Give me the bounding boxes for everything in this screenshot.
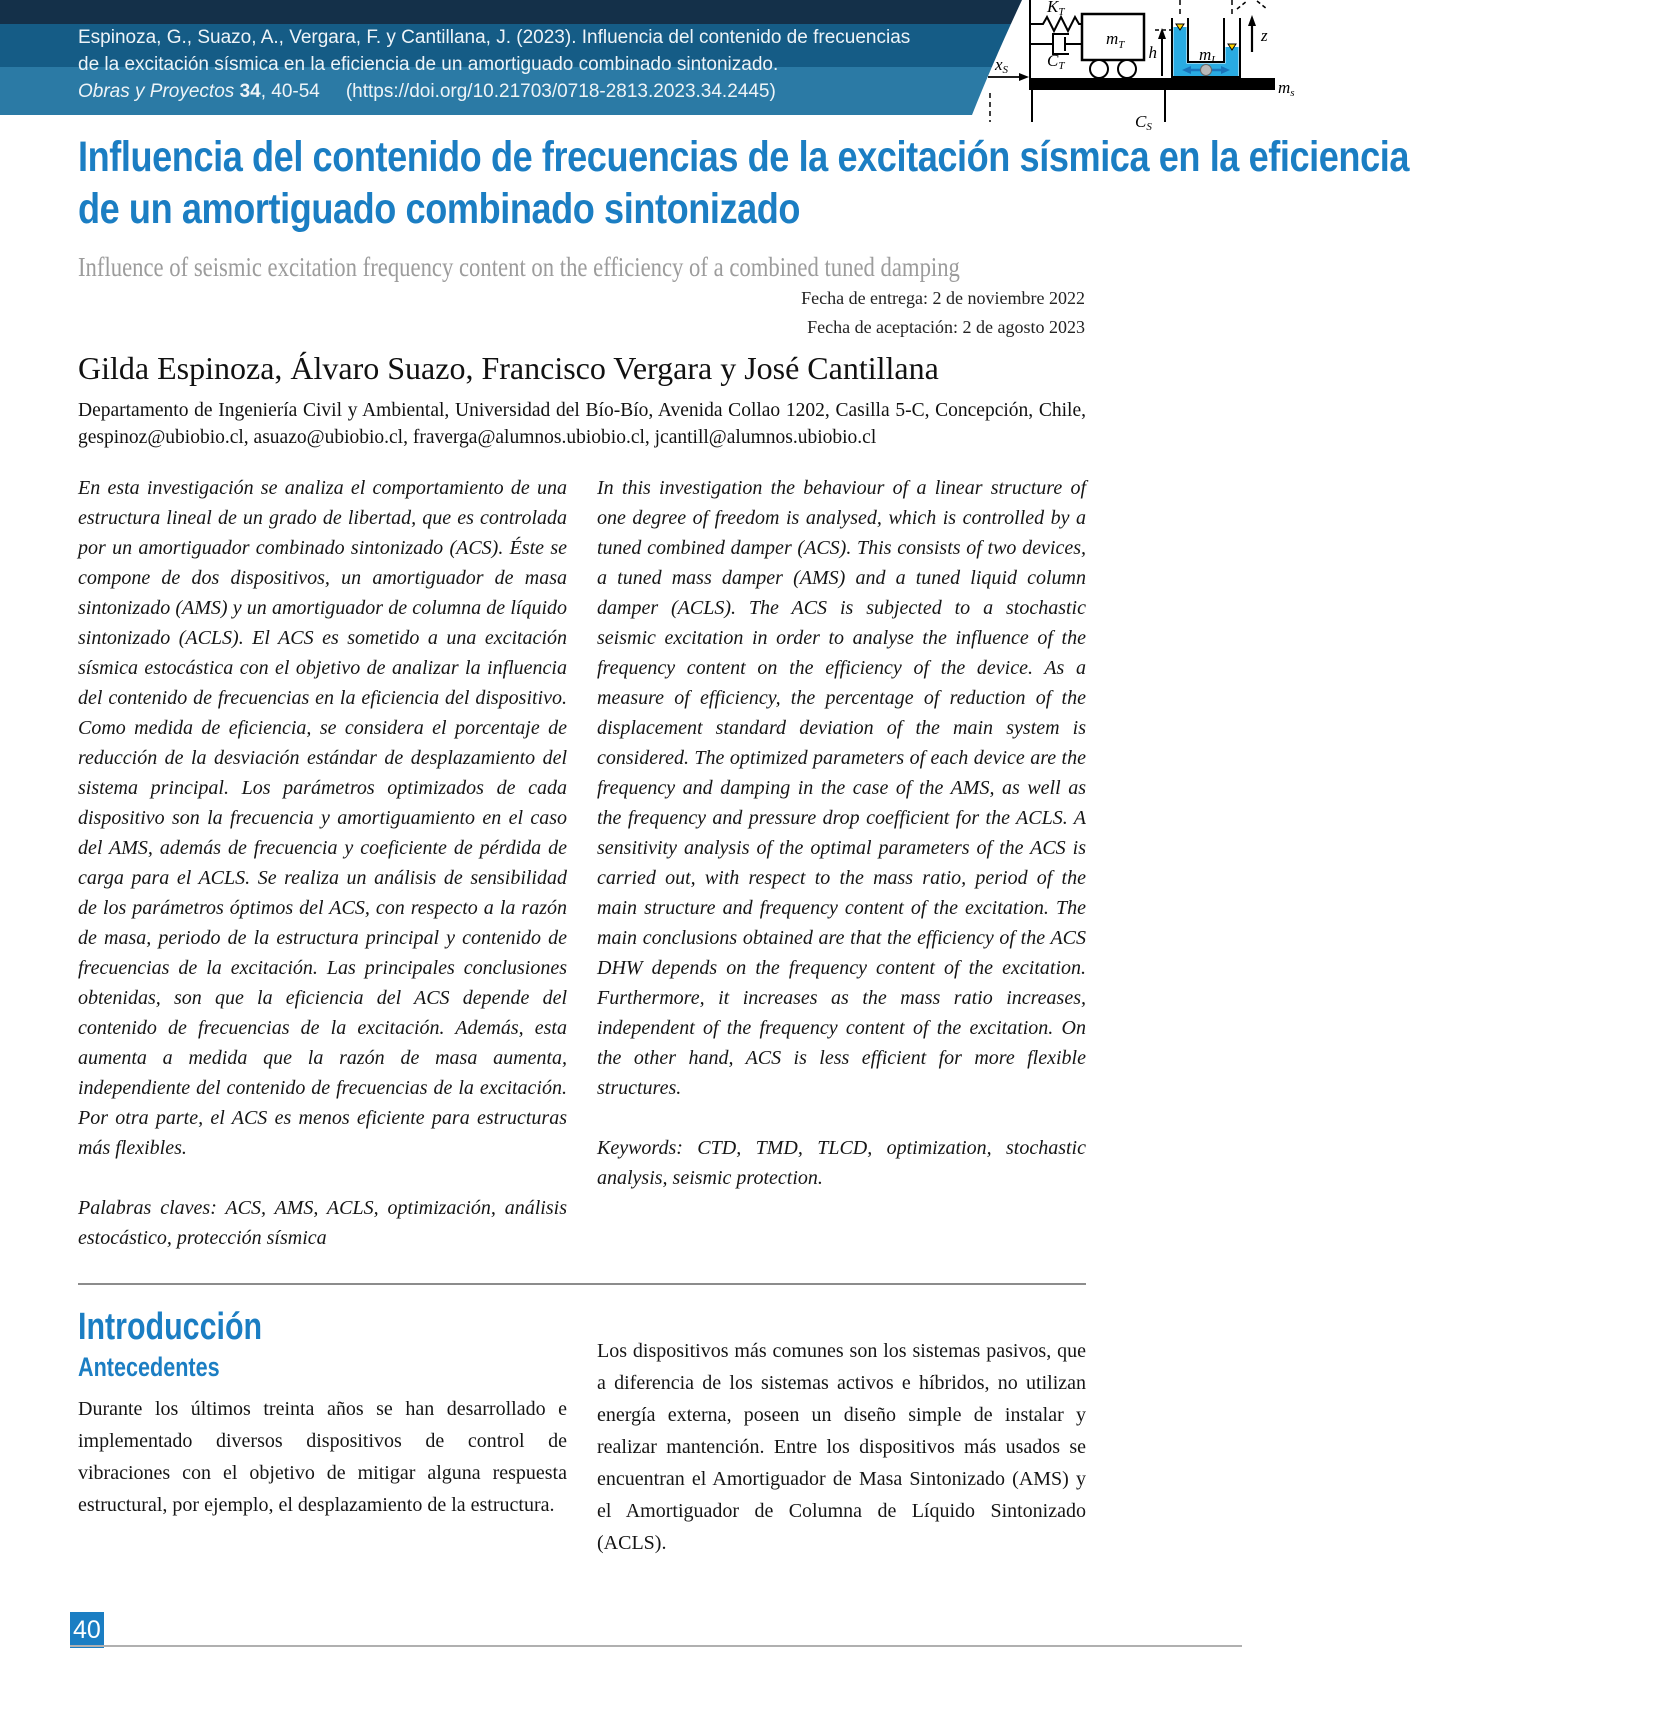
intro-paragraph-left: Durante los últimos treinta años se han desarrollado e implementado diversos dispositivos de control de vibraciones con el objetivo de mitigar alguna respuesta estructural, por ejemplo, el desplazamiento de la estructura. xyxy=(78,1398,567,1516)
tmd-mass-label: $m_T$ xyxy=(1106,29,1125,51)
ground-displacement-label: xS xyxy=(995,55,1009,76)
date-received: Fecha de entrega: 2 de noviembre 2022 xyxy=(801,288,1085,308)
journal-reference xyxy=(78,78,910,105)
z-arrowhead xyxy=(1248,15,1256,26)
date-accepted: Fecha de aceptación: 2 de agosto 2023 xyxy=(807,317,1085,337)
wheel-right xyxy=(1118,60,1136,78)
authors-line: Gilda Espinoza, Álvaro Suazo, Francisco Vergara y José Cantillana xyxy=(78,350,939,386)
doi-link[interactable]: (https://doi.org/10.21703/0718-2813.2023.34.2445) xyxy=(345,81,776,102)
journal-pages: , 40-54 xyxy=(260,81,320,102)
article-title xyxy=(78,131,1663,235)
introduction-section xyxy=(78,1305,1086,1559)
abstract-spanish-body: En esta investigación se analiza el comportamiento de una estructura lineal de un grado de libertad, que es controlada por un amortiguador combinado sintonizado (ACS). Éste se compone de dos dispositivos, un amortiguador de masa sintonizado (AMS) y un amortiguador de columna de líquido sintonizado (ACLS). El ACS es sometido a una excitación sísmica estocástica con el objetivo de analizar la influencia del contenido de frecuencias en la eficiencia del dispositivo. Como medida de eficiencia, se considera el porcentaje de reducción de la desviación estándar de desplazamiento del sistema principal. Los parámetros optimizados de cada dispositivo son la frecuencia y amortiguamiento en el caso del AMS, además de frecuencia y coeficiente de pérdida de carga para el ACLS. Se realiza un análisis de sensibilidad de los parámetros óptimos del ACS, con respecto a la razón de masa, periodo de la estructura principal y contenido de frecuencias de la excitación. Las principales conclusiones obtenidas, son que la eficiencia del ACS depende del contenido de frecuencias de la excitación. Además, esta aumenta a medida que la razón de masa aumenta, independiente del contenido de frecuencias de la excitación. Por otra parte, el ACS es menos eficiente para estructuras más flexibles. xyxy=(78,477,567,1159)
introduction-heading: Introducción xyxy=(78,1306,263,1348)
spring-stiffness-label: KT xyxy=(1047,0,1065,18)
affiliation-block xyxy=(78,397,1086,451)
page-number-badge: 40 xyxy=(70,1612,104,1648)
author-emails: gespinoz@ubiobio.cl, asuazo@ubiobio.cl, fraverga@alumnos.ubiobio.cl, jcantill@alumnos.ubiobio.cl xyxy=(78,427,877,448)
structure-damping-label: CS xyxy=(1135,112,1152,133)
submission-dates xyxy=(801,284,1085,342)
orifice-symbol xyxy=(1201,65,1212,76)
journal-name: Obras y Proyectos xyxy=(78,81,235,102)
keywords-english: Keywords: CTD, TMD, TLCD, optimization, stochastic analysis, seismic protection. xyxy=(597,1137,1086,1189)
system-diagram xyxy=(985,0,1300,133)
citation-line-1: Espinoza, G., Suazo, A., Vergara, F. y Cantillana, J. (2023). Influencia del contenido de frecuencias xyxy=(78,27,911,48)
article-subtitle: Influence of seismic excitation frequency content on the efficiency of a combined tuned damping xyxy=(78,252,960,282)
journal-header xyxy=(0,0,1300,133)
introduction-right-column xyxy=(597,1305,1086,1559)
footer-rule xyxy=(70,1645,1242,1647)
introduction-left-column xyxy=(78,1305,567,1559)
section-divider xyxy=(78,1283,1086,1285)
spring-symbol xyxy=(1030,17,1082,31)
abstract-english xyxy=(597,473,1086,1253)
citation-block xyxy=(78,24,910,105)
intro-paragraph-right: Los dispositivos más comunes son los sistemas pasivos, que a diferencia de los sistemas activos e híbridos, no utilizan energía externa, poseen un diseño simple de instalar y realizar mantención. Entre los dispositivos más usados se encuentran el Amortiguador de Masa Sintonizado (AMS) y el Amortiguador de Columna de Líquido Sintonizado (ACLS). xyxy=(597,1340,1086,1554)
journal-volume: 34 xyxy=(239,81,261,102)
abstract-spanish xyxy=(78,473,567,1253)
z-label: z xyxy=(1261,26,1268,45)
article-title-line-2: de un amortiguado combinado sintonizado xyxy=(78,185,801,233)
citation-line-2: de la excitación sísmica en la eficiencia de un amortiguado combinado sintonizado. xyxy=(78,54,779,75)
dashed-slant-left xyxy=(1237,1,1247,9)
antecedentes-subheading: Antecedentes xyxy=(78,1352,220,1382)
height-label: h xyxy=(1148,43,1157,62)
article-title-line-1: Influencia del contenido de frecuencias de la excitación sísmica en la eficiencia xyxy=(78,133,1410,181)
dashed-slant-right xyxy=(1257,1,1267,9)
affiliation: Departamento de Ingeniería Civil y Ambiental, Universidad del Bío-Bío, Avenida Collao 1202, Casilla 5-C, Concepción, Chile, xyxy=(78,400,1086,421)
abstract-section xyxy=(78,473,1086,1253)
liquid-mass-label: mL xyxy=(1199,45,1218,66)
ground-arrowhead xyxy=(1019,73,1029,81)
main-mass-label: ms xyxy=(1278,78,1295,99)
damper-coefficient-label: CT xyxy=(1047,51,1065,72)
floor-slab xyxy=(1030,78,1275,90)
abstract-english-body: In this investigation the behaviour of a linear structure of one degree of freedom is analysed, which is controlled by a tuned combined damper (ACS). This consists of two devices, a tuned mass damper (AMS) and a tuned liquid column damper (ACLS). The ACS is subjected to a stochastic seismic excitation in order to analyse the influence of the frequency content on the efficiency of the device. As a measure of efficiency, the percentage of reduction of the displacement standard deviation of the main system is considered. The optimized parameters of each device are the frequency and damping in the case of the AMS, as well as the frequency and pressure drop coefficient for the ACLS. A sensitivity analysis of the optimal parameters of the ACS is carried out, with respect to the mass ratio, period of the main structure and frequency content of the excitation. The main conclusions obtained are that the efficiency of the ACS DHW depends on the frequency content of the excitation. Furthermore, it increases as the mass ratio increases, independent of the frequency content of the excitation. On the other hand, ACS is less efficient for more flexible structures. xyxy=(597,477,1086,1099)
wheel-left xyxy=(1090,60,1108,78)
keywords-spanish: Palabras claves: ACS, AMS, ACLS, optimización, análisis estocástico, protección sísmica xyxy=(78,1197,567,1249)
